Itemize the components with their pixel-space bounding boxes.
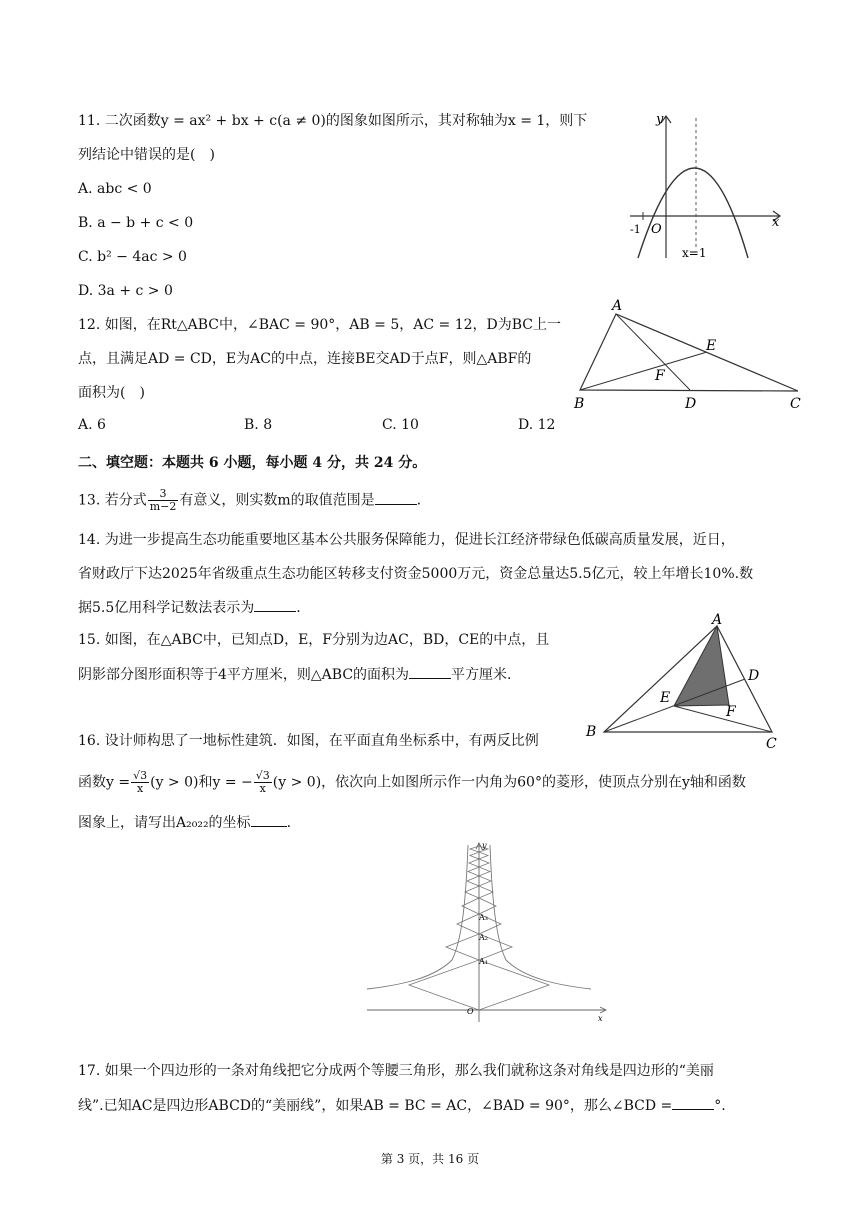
q13-fraction [148,488,179,513]
q12-label-e: E [706,338,717,354]
q15-line2-end: 平方厘米. [451,667,512,683]
q13-fraction-den: m−2 [149,500,177,513]
q16-end: . [286,815,292,831]
q16-a1-label: A₁ [479,957,488,966]
q14-end: . [296,600,301,616]
q16-line3-text: 图象上，请写出A₂₀₂₂的坐标 [78,815,251,831]
q15-label-b: B [586,724,597,740]
q15-label-e: E [660,690,671,706]
q15-label-c: C [766,736,777,752]
q16-line2-b: (y > 0)和y = − [150,774,253,791]
q11-x-label: x [772,215,780,230]
q13-answer-blank[interactable] [375,490,417,505]
q16-a3-label: A₃ [479,913,488,922]
q16-line2-a: 函数y = [78,774,131,791]
q13-pre-text: 13. 若分式 [78,492,147,509]
q16-a2-label: A₂ [479,933,488,942]
q11-parabola-figure [620,108,790,268]
q16-line1: 16. 设计师构思了一地标性建筑．如图，在平面直角坐标系中，有两反比例 [78,733,539,749]
q17-line1: 17. 如果一个四边形的一条对角线把它分成两个等腰三角形，那么我们就称这条对角线是四边形的“美丽 [78,1063,714,1079]
q12-line1: 12. 如图，在Rt△ABC中，∠BAC = 90°，AB = 5，AC = 12，D为BC上一 [78,317,561,333]
q16-line2-c: (y > 0)，依次向上如图所示作一内角为60°的菱形，使顶点分别在y轴和函数 [272,774,746,791]
q14-line1: 14. 为进一步提高生态功能重要地区基本公共服务保障能力，促进长江经济带绿色低碳高质量发展，近日， [78,532,735,548]
q11-y-label: y [656,112,664,127]
q11-option-b: B. a − b + c < 0 [78,215,194,231]
q13-fraction-num: 3 [148,488,179,501]
q14-line2: 省财政厅下达2025年省级重点生态功能区转移支付资金5000万元，资金总量达5.5亿元，较上年增长10%.数 [78,566,754,582]
q16-fraction-2 [254,770,272,795]
q12-label-b: B [574,396,585,412]
q15-label-d: D [748,668,760,684]
q15-line2-text: 阴影部分图形面积等于4平方厘米，则△ABC的面积为 [78,667,410,683]
q12-triangle-figure [570,298,810,413]
q13-end: . [416,492,422,509]
q15-line2 [78,664,512,685]
q12-label-c: C [790,396,801,412]
q11-option-c: C. b² − 4ac > 0 [78,249,187,265]
section-fill-blank-title: 二、填空题：本题共 6 小题，每小题 4 分，共 24 分。 [78,455,427,471]
q15-label-f: F [726,704,736,720]
q17-answer-blank[interactable] [672,1095,714,1110]
q16-rhombus-tower-figure [362,840,612,1025]
q13-line [78,488,421,513]
q14-answer-blank[interactable] [254,597,296,612]
q16-fraction-1-num: √3 [133,769,148,782]
q16-x-label: x [598,1014,603,1023]
q11-origin-label: O [651,222,662,237]
q16-fraction-2-den: x [259,782,266,795]
q11-line2: 列结论中错误的是( ) [78,147,215,163]
q15-line1: 15. 如图，在△ABC中，已知点D，E，F分别为边AC，BD，CE的中点，且 [78,632,550,648]
q16-line2 [78,770,746,795]
q17-line2 [78,1095,726,1116]
q12-line2: 点，且满足AD = CD，E为AC的中点，连接BE交AD于点F，则△ABF的 [78,351,532,367]
q14-line3 [78,597,301,618]
q11-minus1-label: -1 [630,223,641,236]
q17-end: °. [714,1098,726,1114]
q16-line3 [78,812,291,833]
q15-answer-blank[interactable] [409,664,451,679]
q12-option-c: C. 10 [382,417,419,433]
q12-label-f: F [655,368,665,384]
q12-label-a: A [612,298,623,314]
q15-label-a: A [712,612,723,628]
q16-origin-label: O [467,1007,474,1016]
q14-line3-text: 据5.5亿用科学记数法表示为 [78,600,255,616]
page-footer: 第 3 页，共 16 页 [380,1152,480,1166]
q11-option-a: A. abc < 0 [78,181,152,197]
q16-answer-blank[interactable] [251,812,287,827]
q12-line3: 面积为( ) [78,385,145,401]
q17-line2-text: 线”.已知AC是四边形ABCD的“美丽线”，如果AB = BC = AC，∠BAD = 90°，那么∠BCD = [78,1098,673,1114]
q12-label-d: D [685,396,697,412]
q13-post-text: 有意义，则实数m的取值范围是 [179,492,375,509]
q12-option-b: B. 8 [244,417,273,433]
q12-option-a: A. 6 [78,417,106,433]
q16-fraction-2-num: √3 [255,769,270,782]
q12-option-d: D. 12 [518,417,556,433]
q15-triangle-figure [582,612,792,752]
q11-line1: 11. 二次函数y = ax² + bx + c(a ≠ 0)的图象如图所示，其对称轴为x = 1，则下 [78,113,588,129]
q11-option-d: D. 3a + c > 0 [78,283,173,299]
q16-y-label: y [482,841,487,850]
q16-fraction-1-den: x [136,782,144,795]
q16-fraction-1 [131,770,149,795]
q11-axis-label: x=1 [682,246,707,260]
